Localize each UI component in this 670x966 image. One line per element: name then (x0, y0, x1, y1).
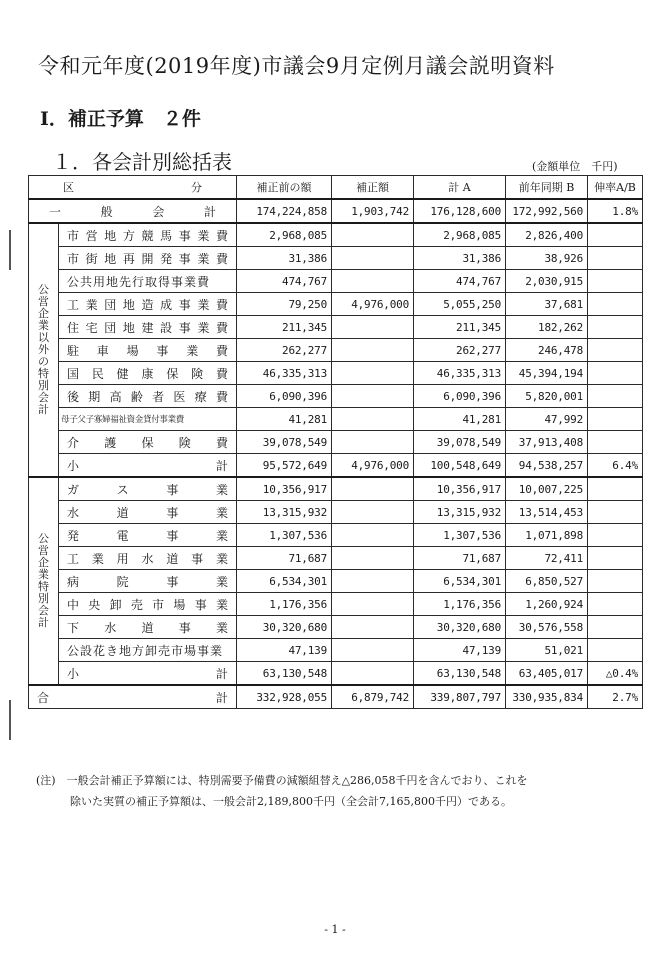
cell-prev: 246,478 (506, 339, 588, 362)
cell-before: 6,534,301 (237, 570, 332, 593)
table-row (29, 223, 643, 247)
cell-amount (332, 362, 414, 385)
cell-amount (332, 339, 414, 362)
cell-rate (588, 362, 643, 385)
account-name: 発電事業 (59, 524, 237, 547)
cell-before: 1,176,356 (237, 593, 332, 616)
cell-amount (332, 408, 414, 431)
document-title: 令和元年度(2019年度)市議会9月定例月議会説明資料 (38, 54, 555, 78)
cell-prev: 51,021 (506, 639, 588, 662)
account-name: 介護保険費 (59, 431, 237, 454)
cell-prev: 10,007,225 (506, 477, 588, 501)
cell-prev: 2,826,400 (506, 223, 588, 247)
cell-total: 39,078,549 (414, 431, 506, 454)
account-name: 公共用地先行取得事業費 (59, 270, 237, 293)
header-rate: 伸率A/B (588, 176, 643, 200)
account-name: 国民健康保険費 (59, 362, 237, 385)
cell-rate (588, 293, 643, 316)
cell-rate (588, 339, 643, 362)
cell-before: 6,090,396 (237, 385, 332, 408)
cell-before: 31,386 (237, 247, 332, 270)
account-name: 市営地方競馬事業費 (59, 223, 237, 247)
subtotal-amount (332, 662, 414, 686)
table-row (29, 408, 643, 431)
cell-total: 474,767 (414, 270, 506, 293)
cell-amount (332, 501, 414, 524)
cell-total: 6,534,301 (414, 570, 506, 593)
general-account-row (29, 199, 643, 223)
cell-before: 13,315,932 (237, 501, 332, 524)
table-row (29, 639, 643, 662)
subtotal-before: 63,130,548 (237, 662, 332, 686)
group1-subtotal-row (29, 454, 643, 478)
subsection-heading: １．各会計別総括表 (52, 150, 232, 174)
cell-before: 10,356,917 (237, 477, 332, 501)
cell-amount (332, 639, 414, 662)
grand-total-label: 合 計 (29, 685, 237, 709)
cell-prev: 37,913,408 (506, 431, 588, 454)
account-name: 工業用水道事業 (59, 547, 237, 570)
subtotal-label: 小 計 (59, 454, 237, 478)
subtotal-label: 小 計 (59, 662, 237, 686)
group1-category-label: 公 営 企 業 以 外 の 特 別 会 計 (29, 223, 59, 477)
cell-amount (332, 616, 414, 639)
subtotal-before: 95,572,649 (237, 454, 332, 478)
general-amount: 1,903,742 (332, 199, 414, 223)
account-name: 市街地再開発事業費 (59, 247, 237, 270)
table-row (29, 339, 643, 362)
account-name: 駐車場事業費 (59, 339, 237, 362)
cell-amount (332, 431, 414, 454)
cell-rate (588, 477, 643, 501)
cell-amount (332, 385, 414, 408)
cell-total: 1,176,356 (414, 593, 506, 616)
cell-prev: 1,260,924 (506, 593, 588, 616)
cell-total: 71,687 (414, 547, 506, 570)
table-row (29, 247, 643, 270)
section-heading: Ⅰ．補正予算 ２件 (40, 108, 201, 130)
account-name: 後期高齢者医療費 (59, 385, 237, 408)
account-name: 水道事業 (59, 501, 237, 524)
summary-table (28, 175, 643, 709)
grand-prev: 330,935,834 (506, 685, 588, 709)
header-prev: 前年同期 B (506, 176, 588, 200)
cell-before: 47,139 (237, 639, 332, 662)
general-rate: 1.8% (588, 199, 643, 223)
account-name: 母子父子寡婦福祉資金貸付事業費 (59, 408, 237, 431)
table-row (29, 547, 643, 570)
cell-amount (332, 477, 414, 501)
table-row (29, 431, 643, 454)
cell-before: 46,335,313 (237, 362, 332, 385)
table-row (29, 270, 643, 293)
grand-rate: 2.7% (588, 685, 643, 709)
footnote-line-2: 除いた実質の補正予算額は、一般会計2,189,800千円（全会計7,165,800千円）である。 (70, 795, 512, 808)
group2-category-label: 公 営 企 業 特 別 会 計 (29, 477, 59, 685)
subtotal-total: 100,548,649 (414, 454, 506, 478)
cell-rate (588, 270, 643, 293)
cell-before: 474,767 (237, 270, 332, 293)
cell-prev: 182,262 (506, 316, 588, 339)
cell-rate (588, 547, 643, 570)
table-row (29, 362, 643, 385)
cell-total: 2,968,085 (414, 223, 506, 247)
cell-total: 47,139 (414, 639, 506, 662)
cell-prev: 38,926 (506, 247, 588, 270)
cell-rate (588, 408, 643, 431)
cell-total: 6,090,396 (414, 385, 506, 408)
cell-amount (332, 593, 414, 616)
unit-label: (金額単位 千円) (532, 160, 618, 173)
header-category-a: 区 (63, 181, 74, 194)
header-total: 計 A (414, 176, 506, 200)
general-total: 176,128,600 (414, 199, 506, 223)
subtotal-prev: 63,405,017 (506, 662, 588, 686)
header-amount: 補正額 (332, 176, 414, 200)
cell-before: 39,078,549 (237, 431, 332, 454)
header-category-b: 分 (191, 181, 202, 194)
cell-total: 5,055,250 (414, 293, 506, 316)
cell-amount (332, 524, 414, 547)
footnote (36, 770, 528, 812)
table-row (29, 385, 643, 408)
table-row (29, 501, 643, 524)
cell-amount (332, 270, 414, 293)
cell-prev: 30,576,558 (506, 616, 588, 639)
subtotal-prev: 94,538,257 (506, 454, 588, 478)
footnote-line-1: (注) 一般会計補正予算額には、特別需要予備費の減額組替え△286,058千円を含んでおり、これを (36, 774, 528, 787)
cell-rate (588, 501, 643, 524)
cell-rate (588, 223, 643, 247)
table-row (29, 570, 643, 593)
general-prev: 172,992,560 (506, 199, 588, 223)
cell-rate (588, 639, 643, 662)
cell-total: 46,335,313 (414, 362, 506, 385)
general-account-label: 一 般 会 計 (29, 199, 237, 223)
table-row (29, 524, 643, 547)
table-row (29, 316, 643, 339)
cell-total: 10,356,917 (414, 477, 506, 501)
cell-amount: 4,976,000 (332, 293, 414, 316)
grand-amount: 6,879,742 (332, 685, 414, 709)
cell-prev: 1,071,898 (506, 524, 588, 547)
table-row (29, 293, 643, 316)
account-name: 病院事業 (59, 570, 237, 593)
cell-amount (332, 570, 414, 593)
grand-total: 339,807,797 (414, 685, 506, 709)
general-before: 174,224,858 (237, 199, 332, 223)
cell-before: 262,277 (237, 339, 332, 362)
subtotal-amount: 4,976,000 (332, 454, 414, 478)
cell-prev: 2,030,915 (506, 270, 588, 293)
cell-before: 1,307,536 (237, 524, 332, 547)
cell-rate (588, 431, 643, 454)
cell-before: 2,968,085 (237, 223, 332, 247)
cell-prev: 47,992 (506, 408, 588, 431)
cell-total: 41,281 (414, 408, 506, 431)
cell-rate (588, 593, 643, 616)
account-name: 工業団地造成事業費 (59, 293, 237, 316)
cell-rate (588, 385, 643, 408)
cell-prev: 6,850,527 (506, 570, 588, 593)
account-name: 下水道事業 (59, 616, 237, 639)
cell-rate (588, 524, 643, 547)
header-before: 補正前の額 (237, 176, 332, 200)
table-row (29, 616, 643, 639)
page-number: - 1 - (324, 923, 346, 936)
subtotal-rate: △0.4% (588, 662, 643, 686)
header-row (29, 176, 643, 200)
margin-mark-top (9, 230, 11, 270)
cell-before: 79,250 (237, 293, 332, 316)
account-name: ガス事業 (59, 477, 237, 501)
subtotal-rate: 6.4% (588, 454, 643, 478)
cell-before: 211,345 (237, 316, 332, 339)
grand-before: 332,928,055 (237, 685, 332, 709)
cell-total: 13,315,932 (414, 501, 506, 524)
cell-amount (332, 247, 414, 270)
table-row (29, 477, 643, 501)
subtotal-total: 63,130,548 (414, 662, 506, 686)
cell-total: 211,345 (414, 316, 506, 339)
cell-total: 1,307,536 (414, 524, 506, 547)
cell-total: 262,277 (414, 339, 506, 362)
table-row (29, 593, 643, 616)
grand-total-row (29, 685, 643, 709)
account-name: 住宅団地建設事業費 (59, 316, 237, 339)
cell-prev: 37,681 (506, 293, 588, 316)
cell-prev: 72,411 (506, 547, 588, 570)
cell-prev: 5,820,001 (506, 385, 588, 408)
cell-amount (332, 223, 414, 247)
cell-prev: 13,514,453 (506, 501, 588, 524)
cell-amount (332, 547, 414, 570)
group2-subtotal-row (29, 662, 643, 686)
cell-rate (588, 247, 643, 270)
cell-prev: 45,394,194 (506, 362, 588, 385)
cell-amount (332, 316, 414, 339)
margin-mark-bottom (9, 700, 11, 740)
cell-rate (588, 570, 643, 593)
cell-before: 71,687 (237, 547, 332, 570)
cell-before: 30,320,680 (237, 616, 332, 639)
header-category (29, 176, 237, 200)
cell-before: 41,281 (237, 408, 332, 431)
cell-total: 31,386 (414, 247, 506, 270)
account-name: 公設花き地方卸売市場事業 (59, 639, 237, 662)
cell-rate (588, 316, 643, 339)
cell-total: 30,320,680 (414, 616, 506, 639)
account-name: 中央卸売市場事業 (59, 593, 237, 616)
cell-rate (588, 616, 643, 639)
